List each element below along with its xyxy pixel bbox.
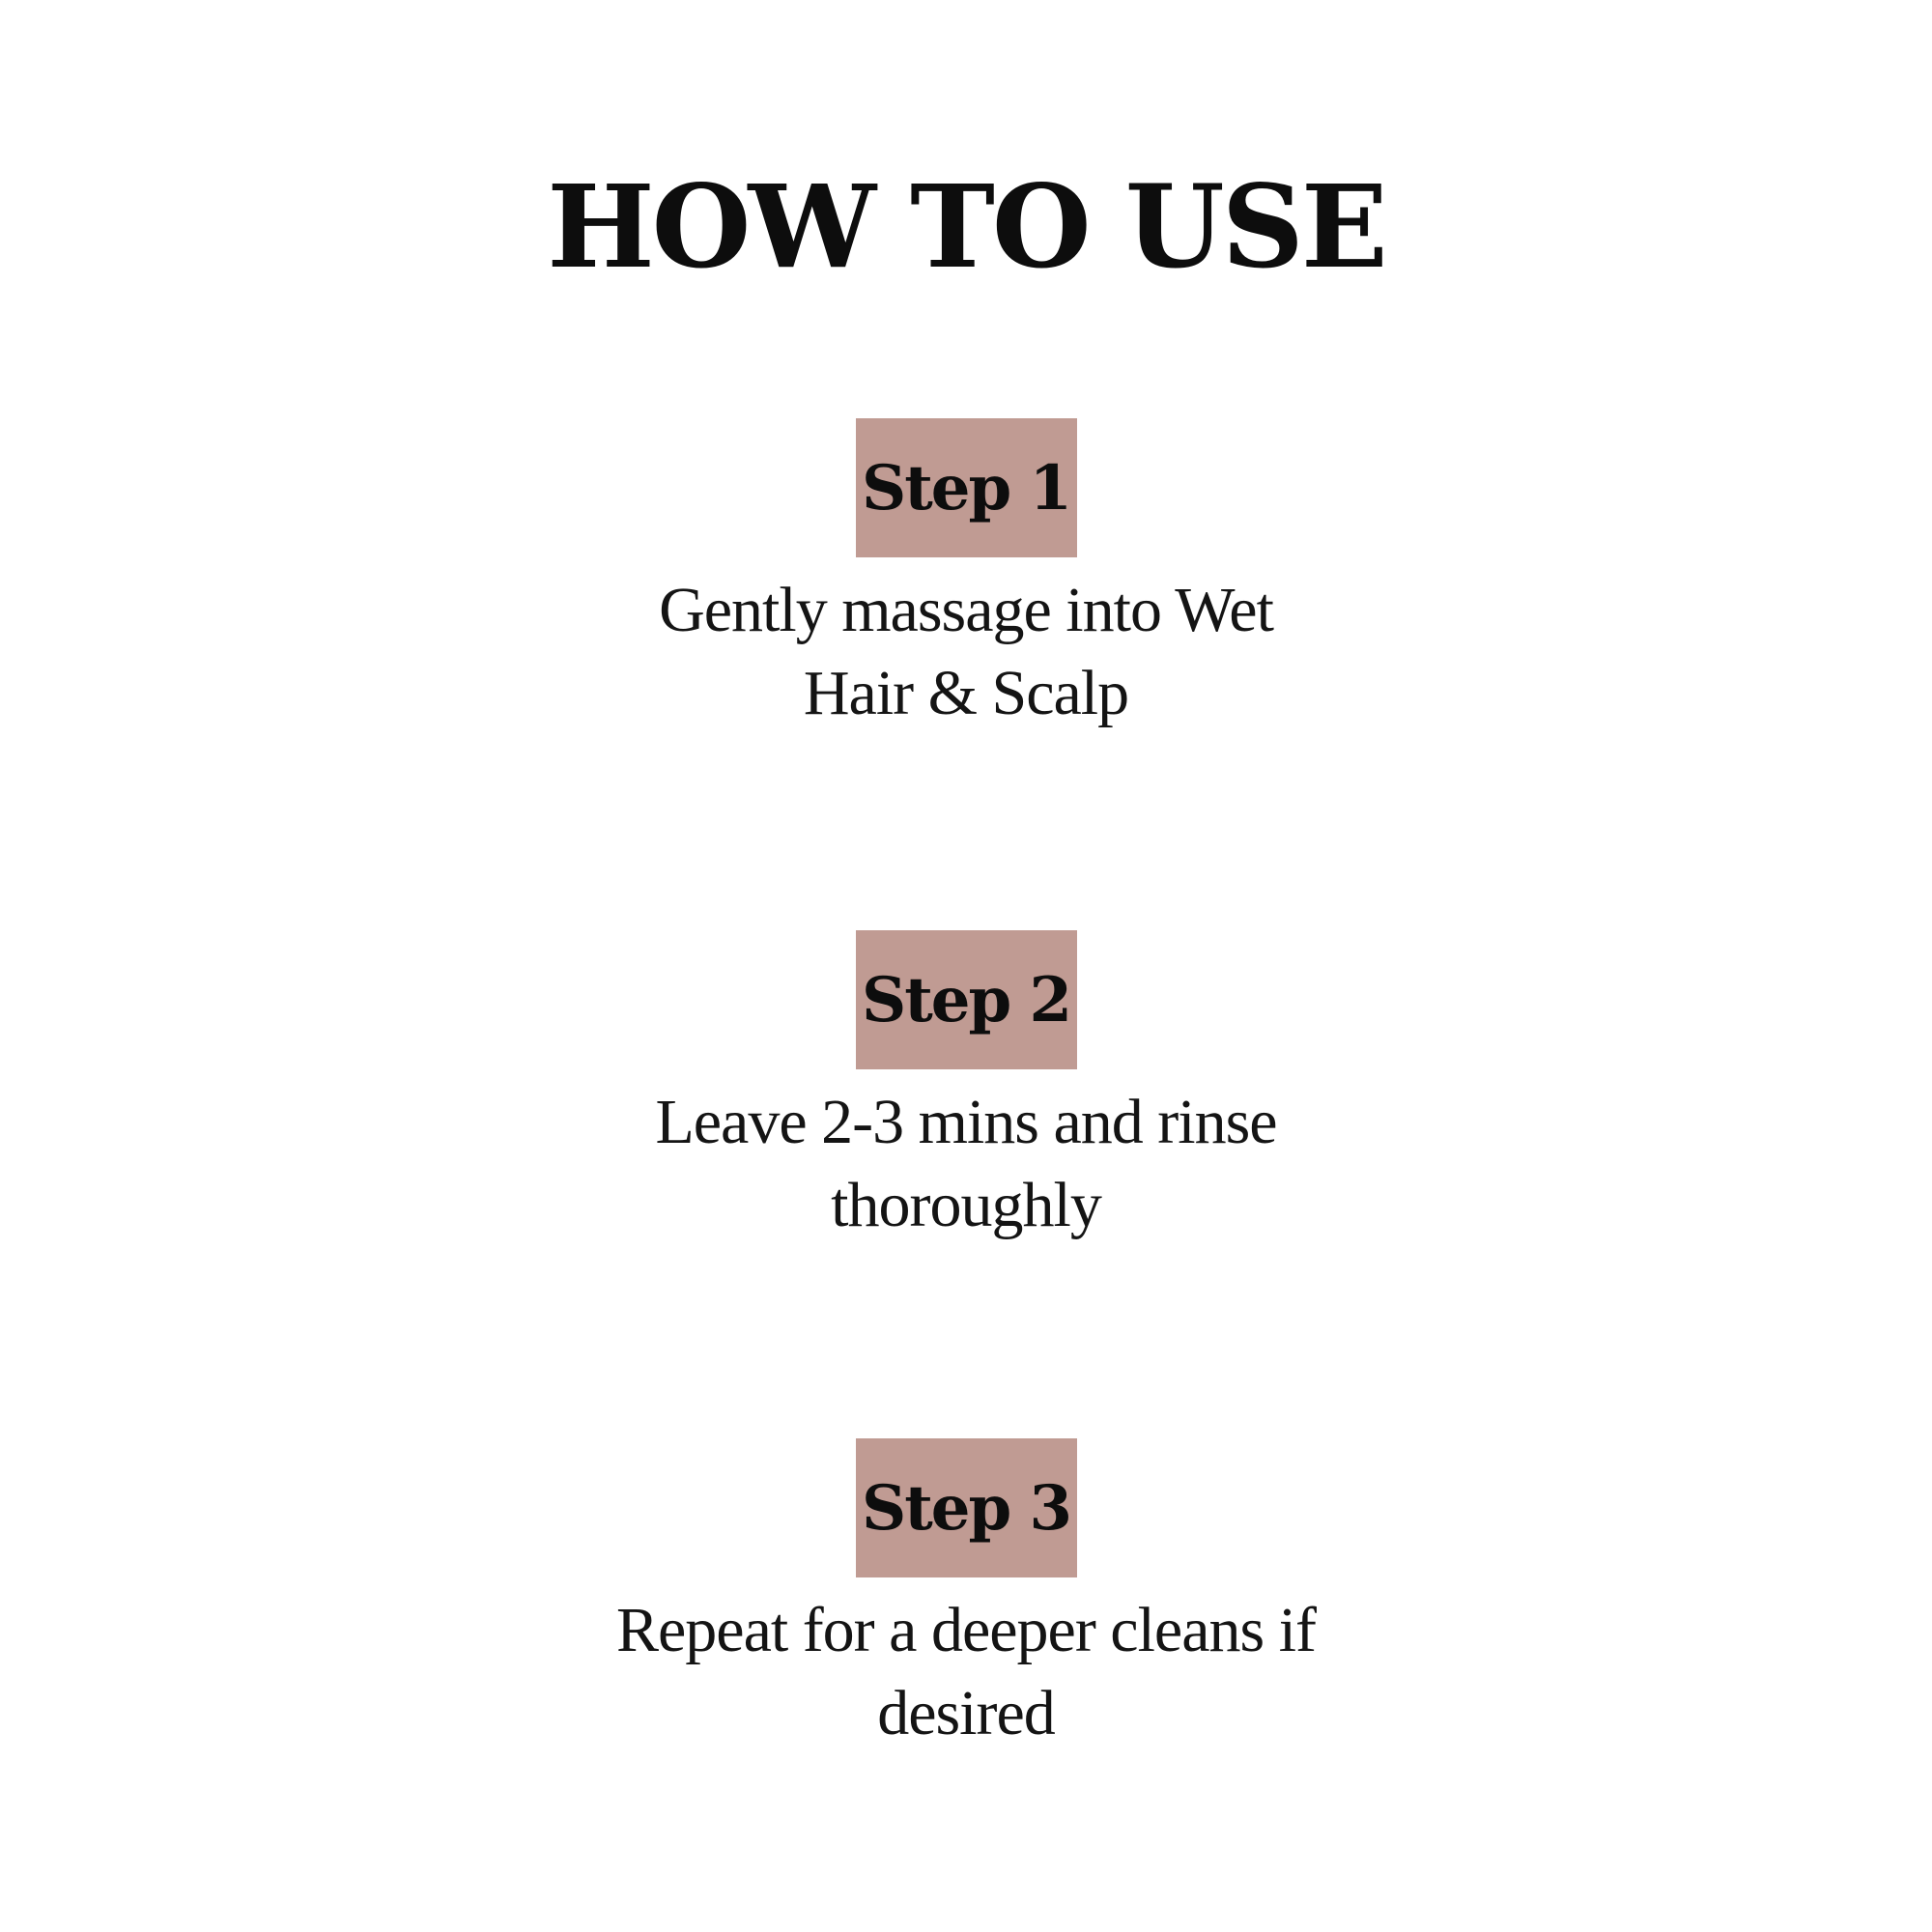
step-3-description-line-2: desired: [877, 1678, 1055, 1748]
step-2-description-line-2: thoroughly: [831, 1170, 1101, 1240]
step-1-description-line-2: Hair & Scalp: [803, 658, 1129, 728]
step-2-badge: Step 2: [856, 930, 1077, 1069]
step-3-description: [531, 1589, 1401, 1755]
step-1-badge: Step 1: [856, 418, 1077, 557]
step-3: [0, 1438, 1932, 1755]
page-title: HOW TO USE: [547, 159, 1385, 294]
step-3-badge: Step 3: [856, 1438, 1077, 1577]
step-3-description-line-1: Repeat for a deeper cleans if: [615, 1595, 1317, 1665]
step-1-description: [531, 569, 1401, 735]
step-1: [0, 418, 1932, 735]
step-2: [0, 930, 1932, 1247]
step-2-description-line-1: Leave 2-3 mins and rinse: [655, 1087, 1277, 1157]
step-2-description: [531, 1081, 1401, 1247]
step-1-description-line-1: Gently massage into Wet: [659, 575, 1273, 645]
